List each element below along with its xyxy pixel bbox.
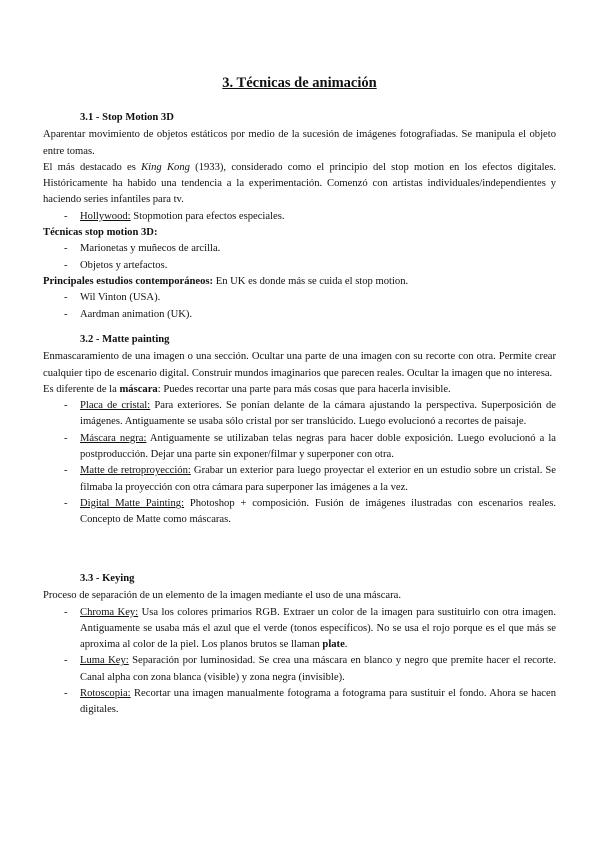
- list-item: - Rotoscopia: Recortar una imagen manualmente fotograma a fotograma para sustituir el fondo. Ahora se hacen digitales.: [64, 688, 556, 716]
- list-item: - Hollywood: Stopmotion para efectos especiales.: [64, 210, 285, 222]
- list-item: - Placa de cristal: Para exteriores. Se ponían delante de la cámara ajustando la perspectiva. Superposición de imágenes. Antiguamente se usaba sólo cristal por ser translúcido. Luego evolucionó a recortes de paisaje.: [64, 400, 556, 428]
- list-item: - Wil Vinton (USA).: [64, 292, 161, 304]
- list-item: - Chroma Key: Usa los colores primarios RGB. Extraer un color de la imagen para sustituirlo con otra imagen. Antiguamente se usaba más el azul que el verde (tonos específicos). No se usa el rojo porque es el que más se aproxima al color de la piel. Los planos brutos se llaman plate.: [64, 606, 556, 651]
- section-heading: 3.1 - Stop Motion 3D: [80, 112, 174, 123]
- section-stop-motion: [43, 110, 556, 323]
- list-item: - Digital Matte Painting: Photoshop + composición. Fusión de imágenes ilustradas con escenarios reales. Concepto de Matte como máscaras.: [64, 497, 557, 526]
- list-item: - Marionetas y muñecos de arcilla.: [64, 243, 221, 255]
- bullet-list: [43, 241, 556, 274]
- subheading: Técnicas stop motion 3D:: [43, 227, 158, 239]
- list-item: - Objetos y artefactos.: [64, 259, 168, 271]
- section-heading: 3.3 - Keying: [80, 573, 135, 584]
- list-item: - Aardman animation (UK).: [64, 308, 193, 320]
- paragraph: Es diferente de la máscara: Puedes recortar una parte para más cosas que para hacerla invisible.: [43, 383, 451, 395]
- paragraph: El más destacado es King Kong (1933), considerado como el principio del stop motion en los efectos digitales. Históricamente ha habido una tendencia a la experimentación. Comenzó con artistas individuales/independientes y haciendo series infantiles para tv.: [43, 161, 556, 206]
- paragraph: Proceso de separación de un elemento de la imagen mediante el uso de una máscara.: [43, 590, 401, 602]
- list-item: - Matte de retroproyección: Grabar un exterior para luego proyectar el exterior en un estudio sobre un cristal. Se filmaba la proyección con otra cámara para superponer las imágenes a la vez.: [64, 465, 557, 493]
- subheading: Principales estudios contemporáneos: En UK es donde más se cuida el stop motion.: [43, 275, 409, 287]
- section-keying: [43, 571, 556, 719]
- paragraph: Aparentar movimiento de objetos estáticos por medio de la sucesión de imágenes fotografiadas. Se manipula el objeto entre tomas.: [43, 129, 556, 157]
- list-item: - Luma Key: Separación por luminosidad. Se crea una máscara en blanco y negro que premite hacer el recorte. Canal alpha con zona blanca (visible) y zona negra (invisible).: [64, 655, 556, 683]
- list-item: - Máscara negra: Antiguamente se utilizaban telas negras para hacer doble exposición. Luego evolucionó a la postproducción. Dejar una parte sin exponer/filmar y superponer con otra.: [64, 432, 556, 461]
- page-title: 3. Técnicas de animación: [222, 75, 377, 91]
- emphasis-king-kong: King Kong: [141, 161, 190, 173]
- section-heading: 3.2 - Matte painting: [80, 334, 170, 345]
- section-matte-painting: [43, 332, 556, 529]
- bullet-list: [43, 290, 556, 323]
- bullet-list: [43, 398, 556, 528]
- bullet-list: [43, 209, 556, 225]
- paragraph: Enmascaramiento de una imagen o una sección. Ocultar una parte de una imagen con su recorte con otra. Permite crear cualquier tipo de escenario digital. Construir mundos imaginarios que parecen reales. Ocultar la imagen que no interesa.: [43, 351, 556, 379]
- bullet-list: [43, 605, 556, 719]
